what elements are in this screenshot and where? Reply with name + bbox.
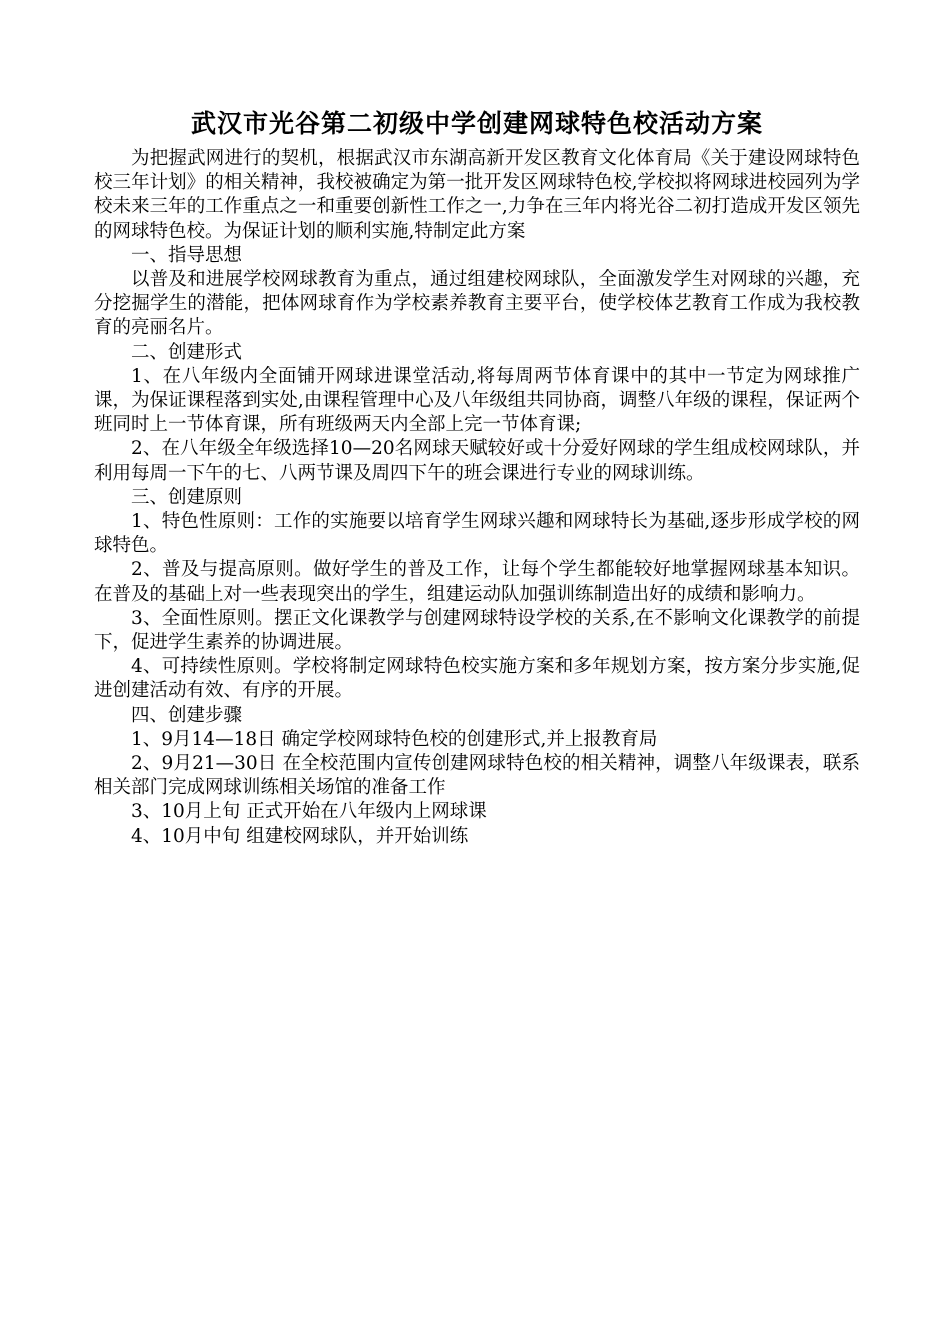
steps-item-2: 2、9月21—30日 在全校范围内宣传创建网球特色校的相关精神，调整八年级课表，联系相关部门完成网球训练相关场馆的准备工作 <box>94 753 860 799</box>
section-heading-guiding-thought: 一、指导思想 <box>131 244 243 266</box>
steps-item-4: 4、10月中旬 组建校网球队，并开始训练 <box>131 825 469 847</box>
principles-item-3: 3、全面性原则。摆正文化课教学与创建网球特设学校的关系,在不影响文化课教学的前提下，促进学生素养的协调进展。 <box>94 607 860 654</box>
section-heading-principles: 三、创建原则 <box>131 486 243 508</box>
principles-item-2: 2、普及与提高原则。做好学生的普及工作，让每个学生都能较好地掌握网球基本知识。在普及的基础上对一些表现突出的学生，组建运动队加强训练制造出好的成绩和影响力。 <box>94 559 860 605</box>
forms-item-2: 2、在八年级全年级选择10—20名网球天赋较好或十分爱好网球的学生组成校网球队，并利用每周一下午的七、八两节课及周四下午的班会课进行专业的网球训练。 <box>94 438 860 484</box>
intro-paragraph: 为把握武网进行的契机，根据武汉市东湖高新开发区教育文化体育局《关于建设网球特色校三年计划》的相关精神，我校被确定为第一批开发区网球特色校,学校拟将网球进校园列为学校未来三年的工作重点之一和重要创新性工作之一,力争在三年内将光谷二初打造成开发区领先的网球特色校。为保证计划的顺利实施,特制定此方案 <box>94 148 860 242</box>
principles-item-4: 4、可持续性原则。学校将制定网球特色校实施方案和多年规划方案，按方案分步实施,促进创建活动有效、有序的开展。 <box>94 656 860 702</box>
section-heading-steps: 四、创建步骤 <box>131 704 243 726</box>
steps-item-3: 3、10月上旬 正式开始在八年级内上网球课 <box>131 801 487 823</box>
guiding-thought-paragraph: 以普及和进展学校网球教育为重点，通过组建校网球队，全面激发学生对网球的兴趣，充分挖掘学生的潜能，把体网球育作为学校素养教育主要平台，使学校体艺教育工作成为我校教育的亮丽名片。 <box>94 269 860 339</box>
document-title: 武汉市光谷第二初级中学创建网球特色校活动方案 <box>190 109 763 138</box>
forms-item-1: 1、在八年级内全面铺开网球进课堂活动,将每周两节体育课中的其中一节定为网球推广课，为保证课程落到实处,由课程管理中心及八年级组共同协商，调整八年级的课程，保证两个班同时上一节体育课，所有班级两天内全部上完一节体育课; <box>94 365 860 436</box>
section-heading-forms: 二、创建形式 <box>131 341 243 363</box>
document-page <box>94 104 860 849</box>
steps-item-1: 1、9月14—18日 确定学校网球特色校的创建形式,并上报教育局 <box>131 728 658 750</box>
principles-item-1: 1、特色性原则：工作的实施要以培育学生网球兴趣和网球特长为基础,逐步形成学校的网球特色。 <box>94 511 860 557</box>
